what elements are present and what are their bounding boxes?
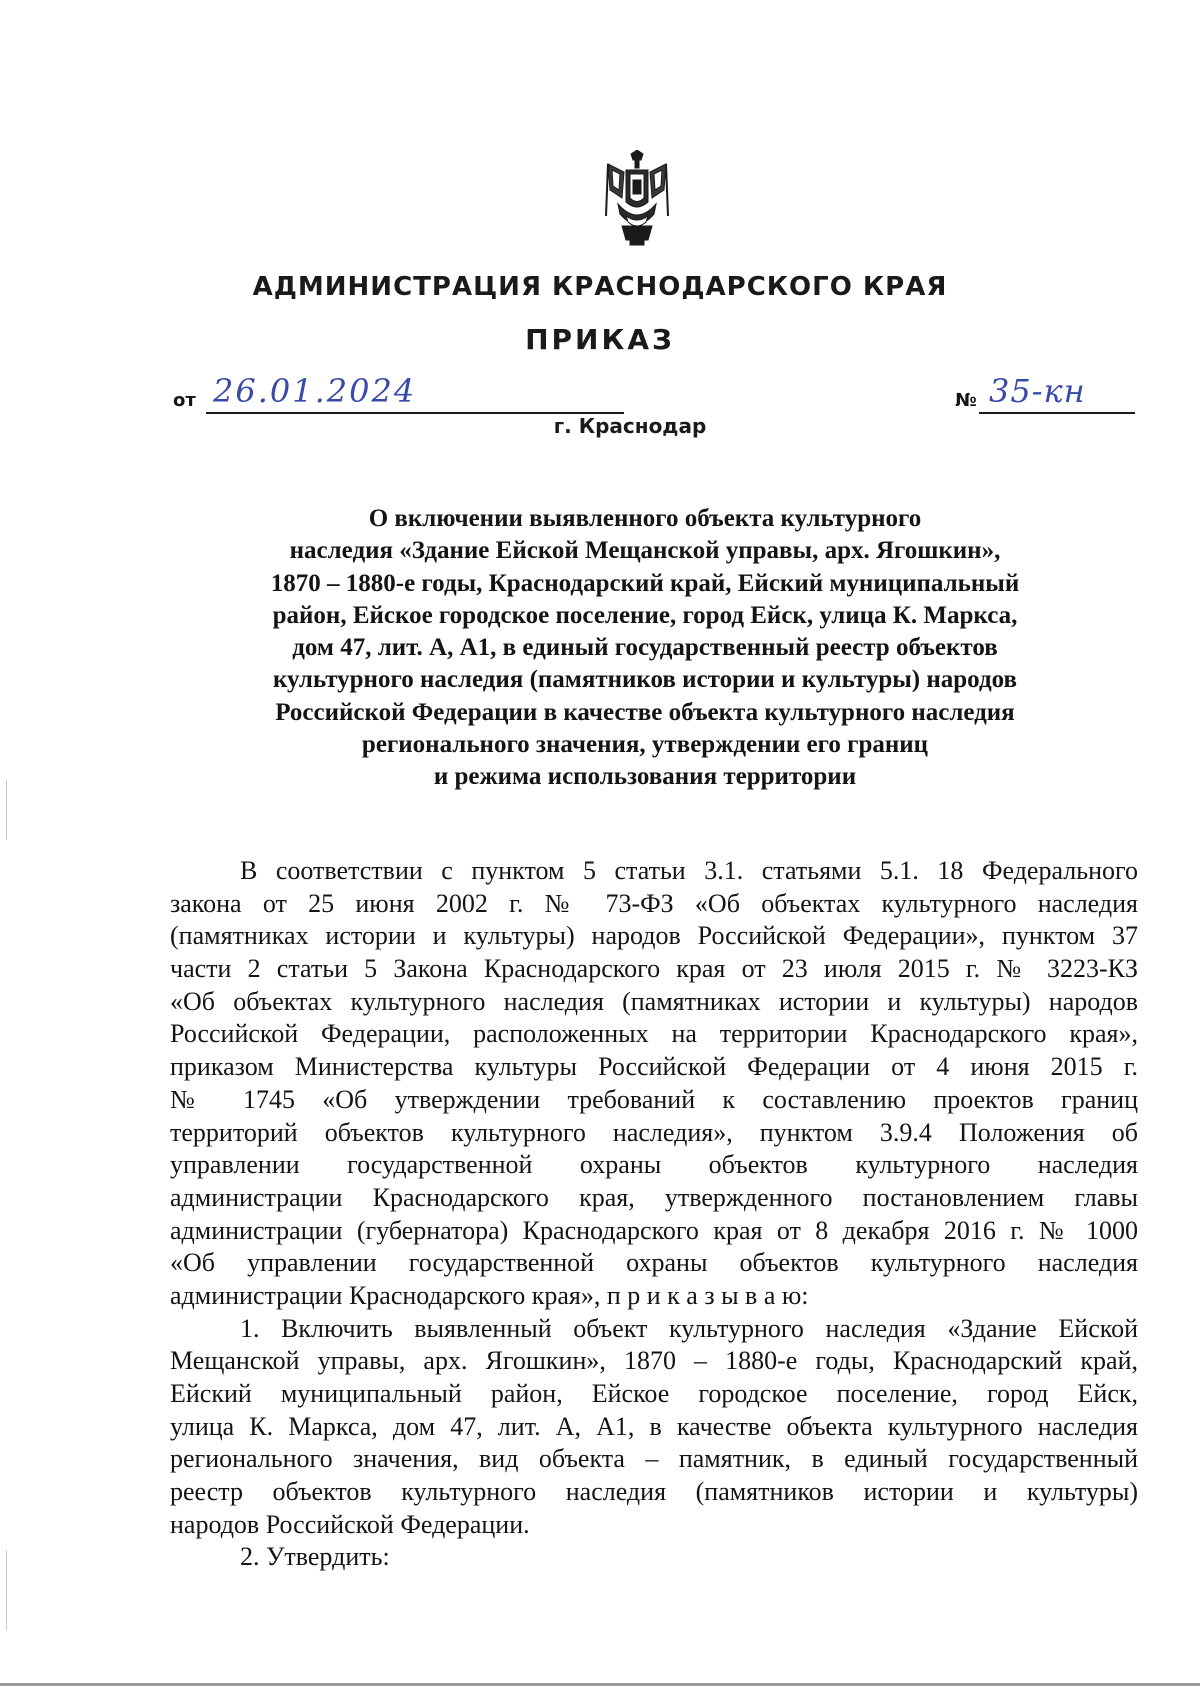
scan-artifact bbox=[6, 1550, 7, 1630]
body-line: приказом Министерства культуры Российской Федерации от 4 июня 2015 г. bbox=[170, 1052, 1138, 1082]
body-line: «Об объектах культурного наследия (памятниках истории и культуры) народов bbox=[170, 986, 1138, 1016]
body-line: Мещанской управы, арх. Ягошкин», 1870 – 1880-е годы, Краснодарский край, bbox=[170, 1346, 1138, 1376]
number-prefix: № bbox=[955, 390, 977, 411]
body-line: администрации Краснодарского края», п р и к а з ы в а ю: bbox=[170, 1280, 809, 1310]
date-field bbox=[173, 372, 453, 414]
subject-line: культурного наследия (памятников истории и культуры) народов bbox=[272, 666, 1017, 694]
subject-line: дом 47, лит. А, А1, в единый государственный реестр объектов bbox=[292, 634, 998, 662]
body-line: Российской Федерации, расположенных на территории Краснодарского края», bbox=[170, 1019, 1138, 1049]
number-field bbox=[955, 372, 1135, 414]
body-line: народов Российской Федерации. bbox=[170, 1509, 530, 1539]
subject-line: наследия «Здание Ейской Мещанской управы, арх. Ягошкин», bbox=[289, 537, 1001, 565]
organization-title: АДМИНИСТРАЦИЯ КРАСНОДАРСКОГО КРАЯ bbox=[252, 272, 948, 302]
document-type: ПРИКАЗ bbox=[525, 323, 675, 356]
body-line: Ейский муниципальный район, Ейское городское поселение, город Ейск, bbox=[170, 1379, 1138, 1408]
body-line: 2. Утвердить: bbox=[240, 1542, 390, 1572]
subject-line: и режима использования территории bbox=[433, 763, 857, 791]
body-line: управлении государственной охраны объектов культурного наследия bbox=[170, 1150, 1138, 1180]
body-line: улица К. Маркса, дом 47, лит. А, А1, в качестве объекта культурного наследия bbox=[170, 1411, 1138, 1441]
number-handwritten: 35-кн bbox=[989, 372, 1086, 410]
subject-line: регионального значения, утверждении его границ bbox=[361, 731, 929, 759]
date-handwritten: 26.01.2024 bbox=[213, 372, 417, 410]
body-line: 1. Включить выявленный объект культурного наследия «Здание Ейской bbox=[240, 1313, 1138, 1343]
document-body bbox=[170, 855, 1138, 1574]
body-line: регионального значения, вид объекта – памятник, в единый государственный bbox=[170, 1444, 1138, 1474]
document-subject bbox=[205, 503, 1085, 794]
body-line: закона от 25 июня 2002 г. № 73-ФЗ «Об объектах культурного наследия bbox=[170, 888, 1138, 918]
body-line: № 1745 «Об утверждении требований к составлению проектов границ bbox=[170, 1084, 1138, 1114]
scan-artifact bbox=[6, 780, 7, 840]
subject-line: О включении выявленного объекта культурного bbox=[368, 505, 922, 532]
coat-of-arms-icon bbox=[604, 150, 670, 246]
subject-line: Российской Федерации в качестве объекта культурного наследия bbox=[275, 698, 1015, 726]
body-line: (памятниках истории и культуры) народов Российской Федерации», пунктом 37 bbox=[170, 921, 1138, 951]
body-line: территорий объектов культурного наследия», пунктом 3.9.4 Положения об bbox=[170, 1117, 1138, 1147]
body-line: администрации Краснодарского края, утвержденного постановлением главы bbox=[170, 1182, 1138, 1212]
city-name: г. Краснодар bbox=[553, 414, 707, 438]
body-line: администрации (губернатора) Краснодарского края от 8 декабря 2016 г. № 1000 bbox=[170, 1215, 1138, 1245]
date-prefix: от bbox=[173, 390, 196, 411]
subject-line: район, Ейское городское поселение, город Ейск, улица К. Маркса, bbox=[272, 601, 1018, 629]
subject-line: 1870 – 1880-е годы, Краснодарский край, Ейский муниципальный bbox=[270, 569, 1020, 597]
body-line: «Об управлении государственной охраны объектов культурного наследия bbox=[170, 1248, 1138, 1278]
body-line: реестр объектов культурного наследия (памятников истории и культуры) bbox=[170, 1477, 1138, 1507]
scan-edge-line bbox=[0, 1683, 1200, 1686]
body-line: В соответствии с пунктом 5 статьи 3.1. статьями 5.1. 18 Федерального bbox=[240, 856, 1138, 885]
body-line: части 2 статьи 5 Закона Краснодарского края от 23 июля 2015 г. № 3223-КЗ bbox=[170, 954, 1138, 984]
